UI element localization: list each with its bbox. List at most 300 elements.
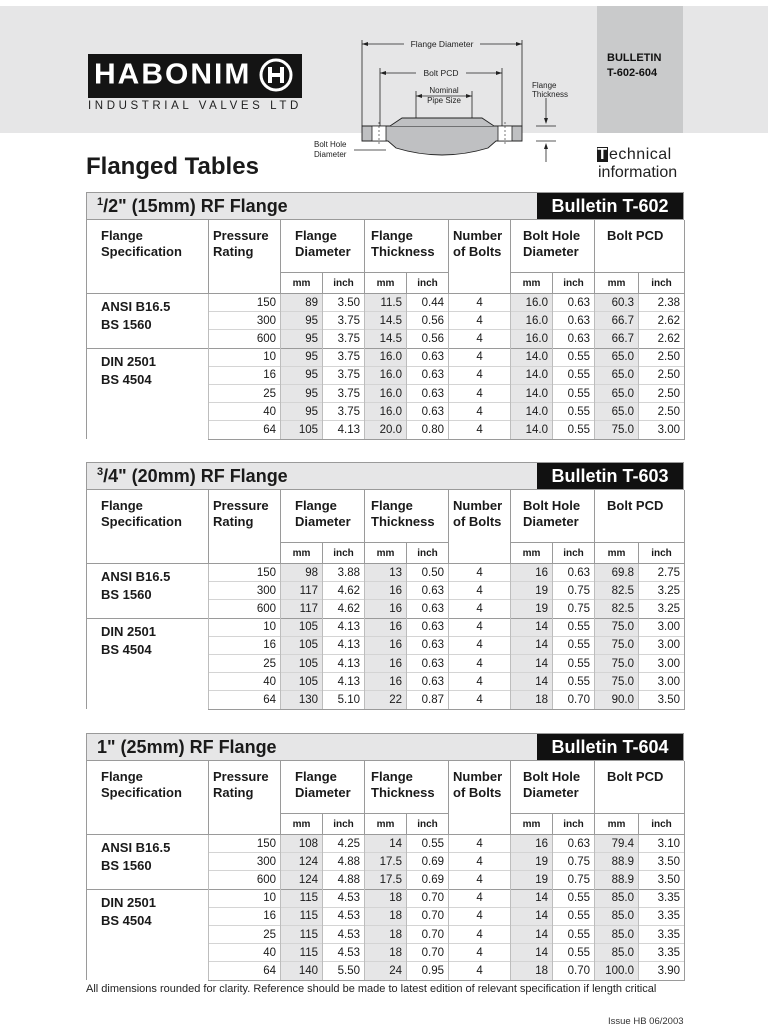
table-cell: 95 bbox=[281, 384, 323, 402]
table-cell: 4.62 bbox=[323, 600, 365, 618]
table-cell: 0.55 bbox=[553, 925, 595, 943]
table-cell: 95 bbox=[281, 330, 323, 348]
table-cell: 4 bbox=[449, 366, 511, 384]
unit-inch: inch bbox=[553, 273, 595, 294]
table-cell: 300 bbox=[209, 582, 281, 600]
table-cell: 0.75 bbox=[553, 600, 595, 618]
unit-mm: mm bbox=[511, 814, 553, 835]
table-cell: 16 bbox=[365, 673, 407, 691]
table-cell: 117 bbox=[281, 582, 323, 600]
table-cell: 4.13 bbox=[323, 421, 365, 439]
tech-word: echnical bbox=[609, 146, 672, 163]
table-row bbox=[87, 889, 685, 907]
table-cell: 0.95 bbox=[407, 962, 449, 980]
unit-mm: mm bbox=[281, 543, 323, 564]
table-cell: 4.53 bbox=[323, 944, 365, 962]
table-cell: 100.0 bbox=[595, 962, 639, 980]
header-flange-specification: Flange Specification bbox=[87, 761, 209, 814]
information-word: information bbox=[598, 164, 678, 181]
table-cell: 24 bbox=[365, 962, 407, 980]
table-cell: 22 bbox=[365, 691, 407, 709]
table-cell: 4 bbox=[449, 853, 511, 871]
table-cell: 0.55 bbox=[553, 421, 595, 439]
bulletin-code: T-602-604 bbox=[607, 67, 658, 79]
table-cell: 89 bbox=[281, 294, 323, 312]
header-flange-thickness: Flange Thickness bbox=[365, 761, 449, 814]
table-cell: 4 bbox=[449, 384, 511, 402]
table-cell: 3.35 bbox=[639, 907, 685, 925]
table-cell: 0.63 bbox=[553, 835, 595, 853]
unit-mm: mm bbox=[595, 814, 639, 835]
bulletin-label: BULLETIN bbox=[607, 52, 662, 64]
unit-spacer bbox=[209, 273, 281, 294]
table-cell: 16.0 bbox=[365, 348, 407, 366]
table-cell: 14 bbox=[511, 889, 553, 907]
table-cell: 0.63 bbox=[407, 618, 449, 636]
table-cell: 95 bbox=[281, 403, 323, 421]
table-cell: 4 bbox=[449, 962, 511, 980]
table-cell: 130 bbox=[281, 691, 323, 709]
table-cell: 14.0 bbox=[511, 348, 553, 366]
table-cell: 0.70 bbox=[553, 962, 595, 980]
table-cell: 16 bbox=[209, 366, 281, 384]
unit-spacer bbox=[87, 273, 209, 294]
table-cell: 16 bbox=[209, 636, 281, 654]
table-cell: 300 bbox=[209, 853, 281, 871]
unit-inch: inch bbox=[553, 543, 595, 564]
unit-inch: inch bbox=[639, 814, 685, 835]
table-cell: 18 bbox=[365, 944, 407, 962]
flange-table bbox=[86, 490, 685, 710]
table-header-row bbox=[87, 761, 685, 814]
table-cell: 18 bbox=[365, 925, 407, 943]
table-cell: 40 bbox=[209, 403, 281, 421]
section-title bbox=[97, 466, 288, 487]
table-cell: 3.75 bbox=[323, 384, 365, 402]
table-cell: 3.50 bbox=[323, 294, 365, 312]
unit-spacer bbox=[209, 543, 281, 564]
unit-spacer bbox=[449, 543, 511, 564]
table-cell: 95 bbox=[281, 348, 323, 366]
unit-inch: inch bbox=[323, 273, 365, 294]
header-flange-diameter: Flange Diameter bbox=[281, 220, 365, 273]
table-cell: 105 bbox=[281, 618, 323, 636]
header-flange-diameter: Flange Diameter bbox=[281, 761, 365, 814]
table-cell: 4 bbox=[449, 600, 511, 618]
table-cell: 88.9 bbox=[595, 871, 639, 889]
table-cell: 25 bbox=[209, 384, 281, 402]
section-bulletin-badge: Bulletin T-604 bbox=[537, 734, 683, 760]
table-cell: 75.0 bbox=[595, 654, 639, 672]
table-cell: 0.75 bbox=[553, 871, 595, 889]
table-cell: 150 bbox=[209, 835, 281, 853]
unit-inch: inch bbox=[639, 273, 685, 294]
table-cell: 4 bbox=[449, 636, 511, 654]
table-cell: 0.63 bbox=[407, 636, 449, 654]
section-header bbox=[86, 462, 684, 490]
table-cell: 16 bbox=[365, 636, 407, 654]
unit-mm: mm bbox=[511, 273, 553, 294]
unit-mm: mm bbox=[365, 273, 407, 294]
table-cell: 300 bbox=[209, 312, 281, 330]
table-cell: 4 bbox=[449, 294, 511, 312]
unit-row bbox=[87, 814, 685, 835]
table-cell: 0.63 bbox=[407, 600, 449, 618]
table-cell: 14.0 bbox=[511, 384, 553, 402]
table-cell: 90.0 bbox=[595, 691, 639, 709]
table-cell: 4 bbox=[449, 564, 511, 582]
table-cell: 4 bbox=[449, 403, 511, 421]
table-cell: 3.50 bbox=[639, 853, 685, 871]
table-cell: 3.25 bbox=[639, 600, 685, 618]
table-cell: 85.0 bbox=[595, 944, 639, 962]
table-cell: 4 bbox=[449, 618, 511, 636]
page-title: Flanged Tables bbox=[86, 153, 259, 180]
section-header bbox=[86, 733, 684, 761]
table-cell: 69.8 bbox=[595, 564, 639, 582]
header-bolt-pcd: Bolt PCD bbox=[595, 761, 685, 814]
table-cell: 0.55 bbox=[553, 654, 595, 672]
table-cell: 4 bbox=[449, 330, 511, 348]
table-cell: 4 bbox=[449, 835, 511, 853]
table-cell: 600 bbox=[209, 871, 281, 889]
technical-information-label bbox=[597, 146, 687, 182]
table-cell: 0.63 bbox=[553, 312, 595, 330]
table-cell: 14.0 bbox=[511, 366, 553, 384]
table-cell: 60.3 bbox=[595, 294, 639, 312]
table-cell: 150 bbox=[209, 564, 281, 582]
flange-diagram bbox=[310, 36, 600, 176]
table-cell: 16 bbox=[365, 600, 407, 618]
label-diameter: Diameter bbox=[314, 150, 347, 159]
table-cell: 2.50 bbox=[639, 348, 685, 366]
table-cell: 2.62 bbox=[639, 330, 685, 348]
table-cell: 19 bbox=[511, 582, 553, 600]
table-cell: 3.35 bbox=[639, 925, 685, 943]
table-cell: 0.55 bbox=[553, 889, 595, 907]
header-flange-diameter: Flange Diameter bbox=[281, 490, 365, 543]
table-cell: 0.63 bbox=[407, 654, 449, 672]
company-logo bbox=[88, 54, 302, 98]
header-number-of-bolts: Number of Bolts bbox=[449, 220, 511, 273]
table-cell: 600 bbox=[209, 600, 281, 618]
table-cell: 0.63 bbox=[553, 294, 595, 312]
header-bolt-hole-diameter: Bolt Hole Diameter bbox=[511, 761, 595, 814]
table-cell: 65.0 bbox=[595, 384, 639, 402]
table-cell: 4 bbox=[449, 421, 511, 439]
table-cell: 0.63 bbox=[407, 403, 449, 421]
table-cell: 13 bbox=[365, 564, 407, 582]
table-cell: 16 bbox=[365, 618, 407, 636]
table-cell: 16.0 bbox=[511, 294, 553, 312]
unit-spacer bbox=[87, 543, 209, 564]
table-cell: 14 bbox=[511, 907, 553, 925]
label-pipe-size: Pipe Size bbox=[427, 96, 461, 105]
table-cell: 0.63 bbox=[553, 330, 595, 348]
header-pressure-rating: Pressure Rating bbox=[209, 490, 281, 543]
title-denominator: /2" bbox=[103, 196, 127, 216]
table-cell: 64 bbox=[209, 421, 281, 439]
table-cell: 16 bbox=[511, 564, 553, 582]
table-cell: 18 bbox=[365, 907, 407, 925]
table-cell: 40 bbox=[209, 673, 281, 691]
header-number-of-bolts: Number of Bolts bbox=[449, 761, 511, 814]
table-cell: 4.13 bbox=[323, 654, 365, 672]
table-cell: 14 bbox=[511, 673, 553, 691]
label-bolt-hole: Bolt Hole bbox=[314, 140, 347, 149]
header-flange-thickness: Flange Thickness bbox=[365, 220, 449, 273]
unit-mm: mm bbox=[281, 273, 323, 294]
table-cell: 140 bbox=[281, 962, 323, 980]
table-cell: 3.75 bbox=[323, 348, 365, 366]
table-cell: 19 bbox=[511, 853, 553, 871]
unit-inch: inch bbox=[407, 814, 449, 835]
table-cell: 105 bbox=[281, 636, 323, 654]
table-cell: 4.53 bbox=[323, 889, 365, 907]
table-cell: 150 bbox=[209, 294, 281, 312]
table-cell: 16 bbox=[209, 907, 281, 925]
table-cell: 17.5 bbox=[365, 853, 407, 871]
table-cell: 95 bbox=[281, 366, 323, 384]
table-cell: 14 bbox=[511, 944, 553, 962]
header-number-of-bolts: Number of Bolts bbox=[449, 490, 511, 543]
title-denominator: /4" bbox=[103, 466, 127, 486]
table-cell: 0.70 bbox=[553, 691, 595, 709]
table-cell: 0.55 bbox=[553, 366, 595, 384]
table-cell: 88.9 bbox=[595, 853, 639, 871]
table-cell: 4.53 bbox=[323, 925, 365, 943]
flange-section bbox=[86, 462, 684, 710]
table-cell: 5.50 bbox=[323, 962, 365, 980]
flange-section bbox=[86, 733, 684, 981]
logo-text: HABONIM bbox=[94, 58, 252, 91]
table-cell: 4 bbox=[449, 673, 511, 691]
table-cell: 4 bbox=[449, 348, 511, 366]
specification-cell: ANSI B16.5 BS 1560 bbox=[87, 294, 209, 349]
table-cell: 75.0 bbox=[595, 636, 639, 654]
table-cell: 0.55 bbox=[553, 348, 595, 366]
table-cell: 85.0 bbox=[595, 889, 639, 907]
table-cell: 64 bbox=[209, 691, 281, 709]
table-cell: 79.4 bbox=[595, 835, 639, 853]
table-cell: 11.5 bbox=[365, 294, 407, 312]
table-cell: 65.0 bbox=[595, 348, 639, 366]
table-cell: 4.62 bbox=[323, 582, 365, 600]
header-flange-specification: Flange Specification bbox=[87, 220, 209, 273]
table-cell: 64 bbox=[209, 962, 281, 980]
section-title bbox=[97, 737, 277, 758]
flange-section bbox=[86, 192, 684, 440]
title-denominator: 1" bbox=[97, 737, 116, 757]
unit-spacer bbox=[87, 814, 209, 835]
section-bulletin-badge: Bulletin T-603 bbox=[537, 463, 683, 489]
table-cell: 16.0 bbox=[365, 366, 407, 384]
title-rest: (25mm) RF Flange bbox=[115, 737, 277, 757]
unit-row bbox=[87, 273, 685, 294]
unit-row bbox=[87, 543, 685, 564]
table-cell: 115 bbox=[281, 944, 323, 962]
section-title bbox=[97, 196, 288, 217]
header-flange-thickness: Flange Thickness bbox=[365, 490, 449, 543]
table-cell: 3.88 bbox=[323, 564, 365, 582]
flange-table bbox=[86, 220, 685, 440]
table-header-row bbox=[87, 490, 685, 543]
header-bolt-pcd: Bolt PCD bbox=[595, 490, 685, 543]
unit-mm: mm bbox=[511, 543, 553, 564]
table-cell: 18 bbox=[365, 889, 407, 907]
header-bolt-hole-diameter: Bolt Hole Diameter bbox=[511, 490, 595, 543]
table-cell: 600 bbox=[209, 330, 281, 348]
table-cell: 66.7 bbox=[595, 330, 639, 348]
table-cell: 0.56 bbox=[407, 330, 449, 348]
table-cell: 10 bbox=[209, 348, 281, 366]
table-cell: 82.5 bbox=[595, 582, 639, 600]
table-cell: 4 bbox=[449, 925, 511, 943]
table-cell: 75.0 bbox=[595, 421, 639, 439]
table-cell: 14 bbox=[511, 636, 553, 654]
table-cell: 4 bbox=[449, 654, 511, 672]
table-row bbox=[87, 348, 685, 366]
header-bolt-pcd: Bolt PCD bbox=[595, 220, 685, 273]
unit-inch: inch bbox=[323, 814, 365, 835]
table-cell: 14.5 bbox=[365, 330, 407, 348]
table-cell: 0.63 bbox=[407, 366, 449, 384]
unit-mm: mm bbox=[365, 814, 407, 835]
table-cell: 16 bbox=[365, 654, 407, 672]
logo-mark-icon bbox=[258, 57, 294, 93]
table-cell: 0.80 bbox=[407, 421, 449, 439]
unit-spacer bbox=[449, 273, 511, 294]
table-cell: 4 bbox=[449, 312, 511, 330]
table-cell: 0.87 bbox=[407, 691, 449, 709]
table-cell: 16.0 bbox=[365, 403, 407, 421]
table-cell: 0.70 bbox=[407, 889, 449, 907]
table-cell: 3.50 bbox=[639, 871, 685, 889]
section-bulletin-badge: Bulletin T-602 bbox=[537, 193, 683, 219]
table-cell: 0.63 bbox=[407, 348, 449, 366]
table-cell: 0.70 bbox=[407, 907, 449, 925]
table-cell: 4.88 bbox=[323, 853, 365, 871]
table-cell: 14 bbox=[511, 654, 553, 672]
specification-cell: ANSI B16.5 BS 1560 bbox=[87, 835, 209, 890]
table-cell: 14.0 bbox=[511, 421, 553, 439]
table-cell: 25 bbox=[209, 925, 281, 943]
table-cell: 124 bbox=[281, 853, 323, 871]
table-cell: 3.75 bbox=[323, 312, 365, 330]
label-flange: Flange bbox=[532, 81, 557, 90]
table-cell: 3.90 bbox=[639, 962, 685, 980]
table-cell: 25 bbox=[209, 654, 281, 672]
table-cell: 3.00 bbox=[639, 618, 685, 636]
table-cell: 2.50 bbox=[639, 384, 685, 402]
header-pressure-rating: Pressure Rating bbox=[209, 220, 281, 273]
table-cell: 14.5 bbox=[365, 312, 407, 330]
table-cell: 115 bbox=[281, 889, 323, 907]
flange-table bbox=[86, 761, 685, 981]
table-cell: 18 bbox=[511, 691, 553, 709]
table-cell: 4 bbox=[449, 871, 511, 889]
table-cell: 117 bbox=[281, 600, 323, 618]
label-bolt-pcd: Bolt PCD bbox=[423, 68, 459, 78]
table-cell: 10 bbox=[209, 889, 281, 907]
table-cell: 0.55 bbox=[553, 384, 595, 402]
table-cell: 75.0 bbox=[595, 618, 639, 636]
table-cell: 3.00 bbox=[639, 654, 685, 672]
table-cell: 66.7 bbox=[595, 312, 639, 330]
table-cell: 0.56 bbox=[407, 312, 449, 330]
header-flange-specification: Flange Specification bbox=[87, 490, 209, 543]
table-cell: 0.63 bbox=[407, 582, 449, 600]
table-cell: 124 bbox=[281, 871, 323, 889]
table-cell: 2.75 bbox=[639, 564, 685, 582]
table-cell: 0.55 bbox=[553, 636, 595, 654]
table-cell: 2.50 bbox=[639, 403, 685, 421]
table-cell: 105 bbox=[281, 654, 323, 672]
table-cell: 3.35 bbox=[639, 944, 685, 962]
header-pressure-rating: Pressure Rating bbox=[209, 761, 281, 814]
table-cell: 17.5 bbox=[365, 871, 407, 889]
table-row bbox=[87, 835, 685, 853]
table-cell: 0.55 bbox=[553, 673, 595, 691]
unit-inch: inch bbox=[407, 273, 449, 294]
unit-spacer bbox=[449, 814, 511, 835]
table-cell: 85.0 bbox=[595, 925, 639, 943]
table-cell: 3.75 bbox=[323, 403, 365, 421]
table-cell: 4 bbox=[449, 907, 511, 925]
table-row bbox=[87, 618, 685, 636]
specification-cell: DIN 2501 BS 4504 bbox=[87, 348, 209, 439]
table-cell: 0.55 bbox=[553, 907, 595, 925]
table-cell: 3.00 bbox=[639, 636, 685, 654]
table-cell: 105 bbox=[281, 673, 323, 691]
unit-mm: mm bbox=[281, 814, 323, 835]
table-cell: 4.88 bbox=[323, 871, 365, 889]
label-thickness: Thickness bbox=[532, 90, 569, 99]
table-cell: 14 bbox=[365, 835, 407, 853]
table-cell: 3.25 bbox=[639, 582, 685, 600]
table-header-row bbox=[87, 220, 685, 273]
table-cell: 4 bbox=[449, 944, 511, 962]
section-header bbox=[86, 192, 684, 220]
table-cell: 0.63 bbox=[407, 673, 449, 691]
unit-spacer bbox=[209, 814, 281, 835]
table-cell: 10 bbox=[209, 618, 281, 636]
table-cell: 19 bbox=[511, 871, 553, 889]
table-cell: 16 bbox=[511, 835, 553, 853]
table-cell: 2.50 bbox=[639, 366, 685, 384]
title-rest: (20mm) RF Flange bbox=[126, 466, 288, 486]
label-flange-diameter: Flange Diameter bbox=[410, 39, 474, 49]
table-cell: 0.55 bbox=[553, 403, 595, 421]
table-cell: 14.0 bbox=[511, 403, 553, 421]
unit-inch: inch bbox=[553, 814, 595, 835]
table-cell: 4 bbox=[449, 889, 511, 907]
table-cell: 0.55 bbox=[407, 835, 449, 853]
title-numerator: 1 bbox=[97, 196, 104, 208]
table-cell: 5.10 bbox=[323, 691, 365, 709]
table-cell: 108 bbox=[281, 835, 323, 853]
table-cell: 18 bbox=[511, 962, 553, 980]
specification-cell: ANSI B16.5 BS 1560 bbox=[87, 564, 209, 619]
table-cell: 40 bbox=[209, 944, 281, 962]
table-cell: 0.75 bbox=[553, 582, 595, 600]
table-cell: 3.00 bbox=[639, 673, 685, 691]
table-cell: 0.44 bbox=[407, 294, 449, 312]
table-cell: 75.0 bbox=[595, 673, 639, 691]
bulletin-box bbox=[597, 6, 683, 133]
table-cell: 3.10 bbox=[639, 835, 685, 853]
table-cell: 85.0 bbox=[595, 907, 639, 925]
